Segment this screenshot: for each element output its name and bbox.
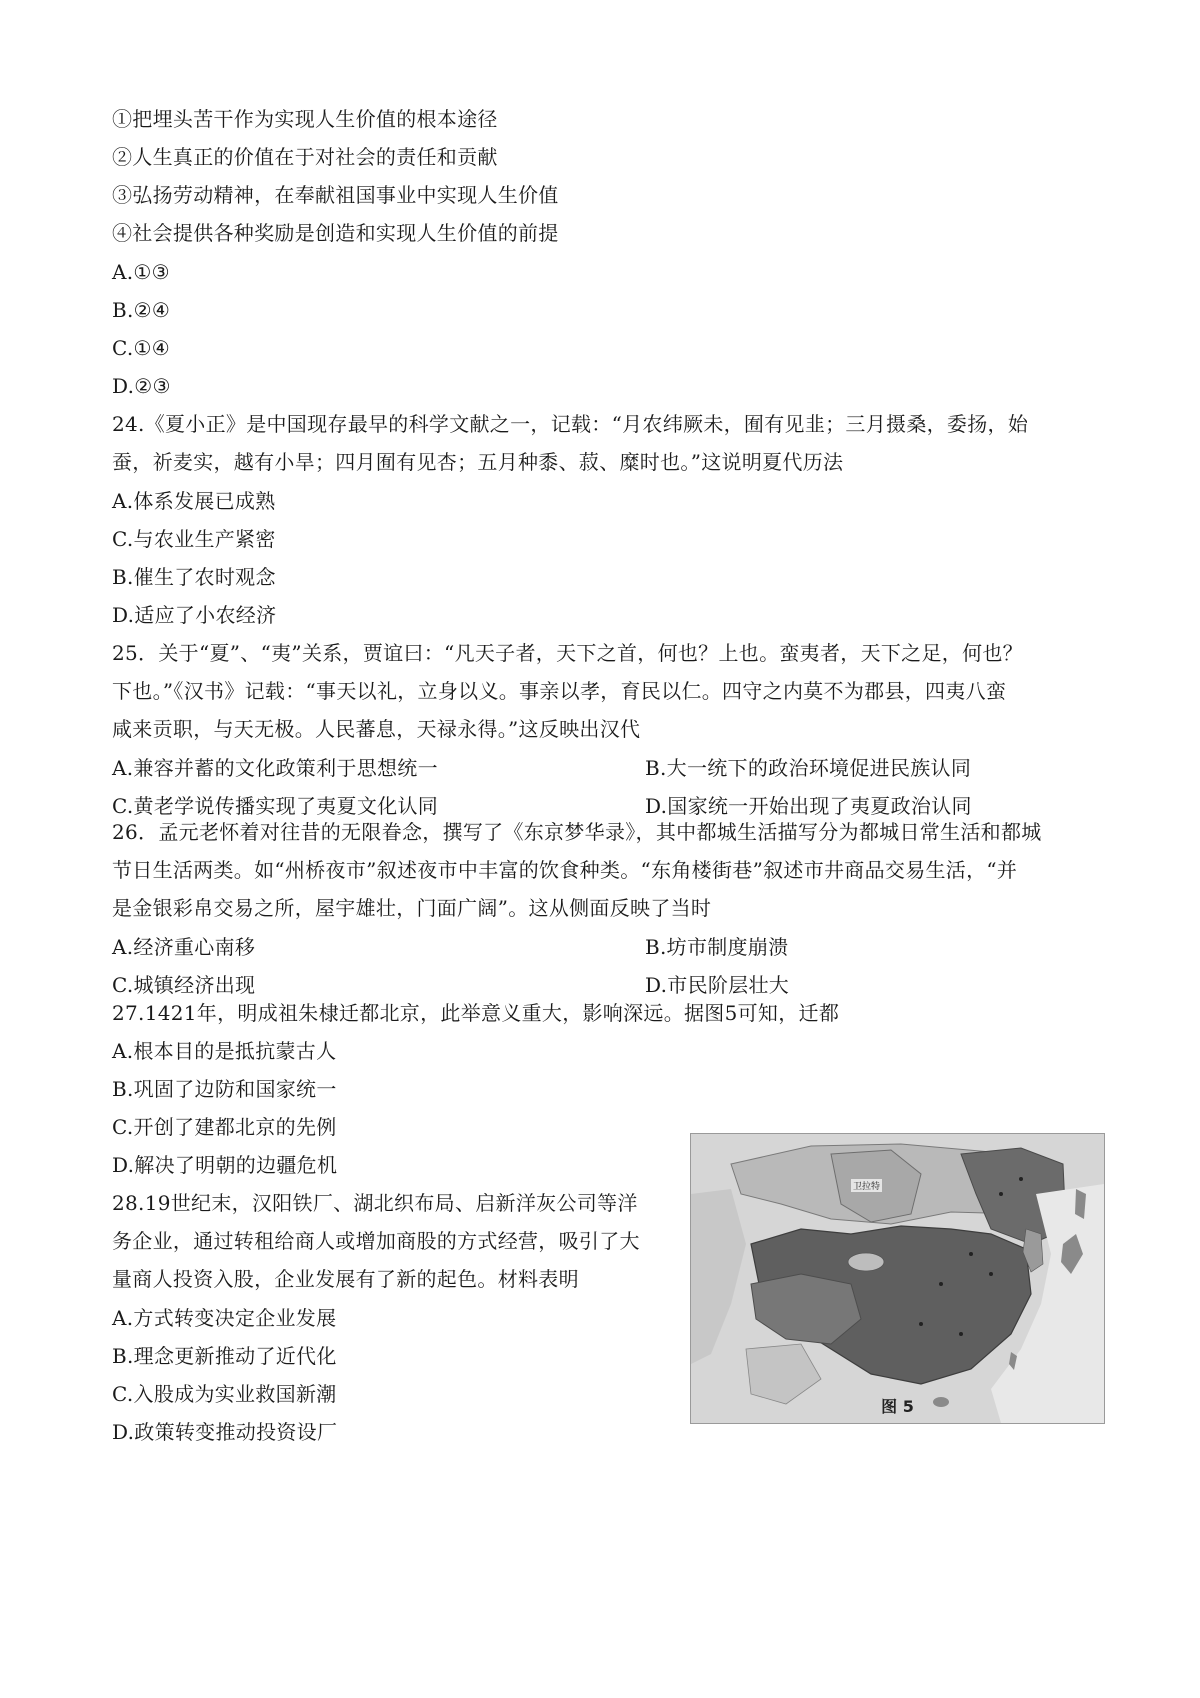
ming-map-graphic <box>691 1134 1104 1423</box>
q26-option-b: B.坊市制度崩溃 <box>645 935 789 959</box>
q26-option-c: C.城镇经济出现 <box>112 973 256 997</box>
map-figure <box>690 1133 1105 1424</box>
q23-option-b: B.②④ <box>112 298 171 322</box>
q24-option-c: C.与农业生产紧密 <box>112 527 276 551</box>
q27-option-c: C.开创了建都北京的先例 <box>112 1115 337 1139</box>
figure-caption: 图 5 <box>881 1397 914 1416</box>
q23-statement-1: ①把埋头苦干作为实现人生价值的根本途径 <box>112 107 498 131</box>
q24-stem-line-1: 24.《夏小正》是中国现存最早的科学文献之一，记载：“月农纬厥未，囿有见韭；三月摄桑，委扬，始 <box>112 412 1029 436</box>
q28-option-c: C.入股成为实业救国新潮 <box>112 1382 337 1406</box>
q28-option-a: A.方式转变决定企业发展 <box>112 1306 337 1330</box>
q26-stem-line-1: 26．孟元老怀着对往昔的无限眷念，撰写了《东京梦华录》，其中都城生活描写分为都城日常生活和都城 <box>112 820 1042 844</box>
map-label-wei-la-te: 卫拉特 <box>851 1179 882 1192</box>
q26-option-a: A.经济重心南移 <box>112 935 256 959</box>
q23-statement-2: ②人生真正的价值在于对社会的责任和贡献 <box>112 145 498 169</box>
q23-statement-4: ④社会提供各种奖励是创造和实现人生价值的前提 <box>112 221 559 245</box>
q26-option-d: D.市民阶层壮大 <box>645 973 790 997</box>
q25-option-d: D.国家统一开始出现了夷夏政治认同 <box>645 794 972 818</box>
q26-stem-line-2: 节日生活两类。如“州桥夜市”叙述夜市中丰富的饮食种类。“东角楼街巷”叙述市井商品交易生活，“并 <box>112 858 1018 882</box>
q25-option-c: C.黄老学说传播实现了夷夏文化认同 <box>112 794 439 818</box>
q28-option-d: D.政策转变推动投资设厂 <box>112 1420 338 1444</box>
q27-stem: 27.1421年，明成祖朱棣迁都北京，此举意义重大，影响深远。据图5可知，迁都 <box>112 1001 840 1025</box>
q23-option-d: D.②③ <box>112 374 171 398</box>
q28-stem-line-2: 务企业，通过转租给商人或增加商股的方式经营，吸引了大 <box>112 1229 640 1253</box>
q23-option-a: A.①③ <box>112 260 170 284</box>
q28-stem-line-3: 量商人投资入股，企业发展有了新的起色。材料表明 <box>112 1267 579 1291</box>
q25-stem-line-1: 25．关于“夏”、“夷”关系，贾谊曰：“凡天子者，天下之首，何也？上也。蛮夷者，天下之足，何也？ <box>112 641 1023 665</box>
q25-stem-line-3: 咸来贡职，与天无极。人民蕃息，天禄永得。”这反映出汉代 <box>112 717 641 741</box>
q28-stem-line-1: 28.19世纪末，汉阳铁厂、湖北织布局、启新洋灰公司等洋 <box>112 1191 638 1215</box>
q24-stem-line-2: 蚕，祈麦实，越有小旱；四月囿有见杏；五月种黍、菽、糜时也。”这说明夏代历法 <box>112 450 844 474</box>
q25-option-b: B.大一统下的政治环境促进民族认同 <box>645 756 972 780</box>
q27-option-a: A.根本目的是抵抗蒙古人 <box>112 1039 337 1063</box>
q28-option-b: B.理念更新推动了近代化 <box>112 1344 337 1368</box>
q27-option-d: D.解决了明朝的边疆危机 <box>112 1153 338 1177</box>
q24-option-d: D.适应了小农经济 <box>112 603 277 627</box>
q25-option-a: A.兼容并蓄的文化政策利于思想统一 <box>112 756 438 780</box>
q23-statement-3: ③弘扬劳动精神，在奉献祖国事业中实现人生价值 <box>112 183 559 207</box>
q24-option-a: A.体系发展已成熟 <box>112 489 276 513</box>
q26-stem-line-3: 是金银彩帛交易之所，屋宇雄壮，门面广阔”。这从侧面反映了当时 <box>112 896 712 920</box>
q24-option-b: B.催生了农时观念 <box>112 565 276 589</box>
q25-stem-line-2: 下也。”《汉书》记载：“事天以礼，立身以义。事亲以孝，育民以仁。四守之内莫不为郡县，四夷八蛮 <box>112 679 1007 703</box>
q23-option-c: C.①④ <box>112 336 171 360</box>
q27-option-b: B.巩固了边防和国家统一 <box>112 1077 337 1101</box>
